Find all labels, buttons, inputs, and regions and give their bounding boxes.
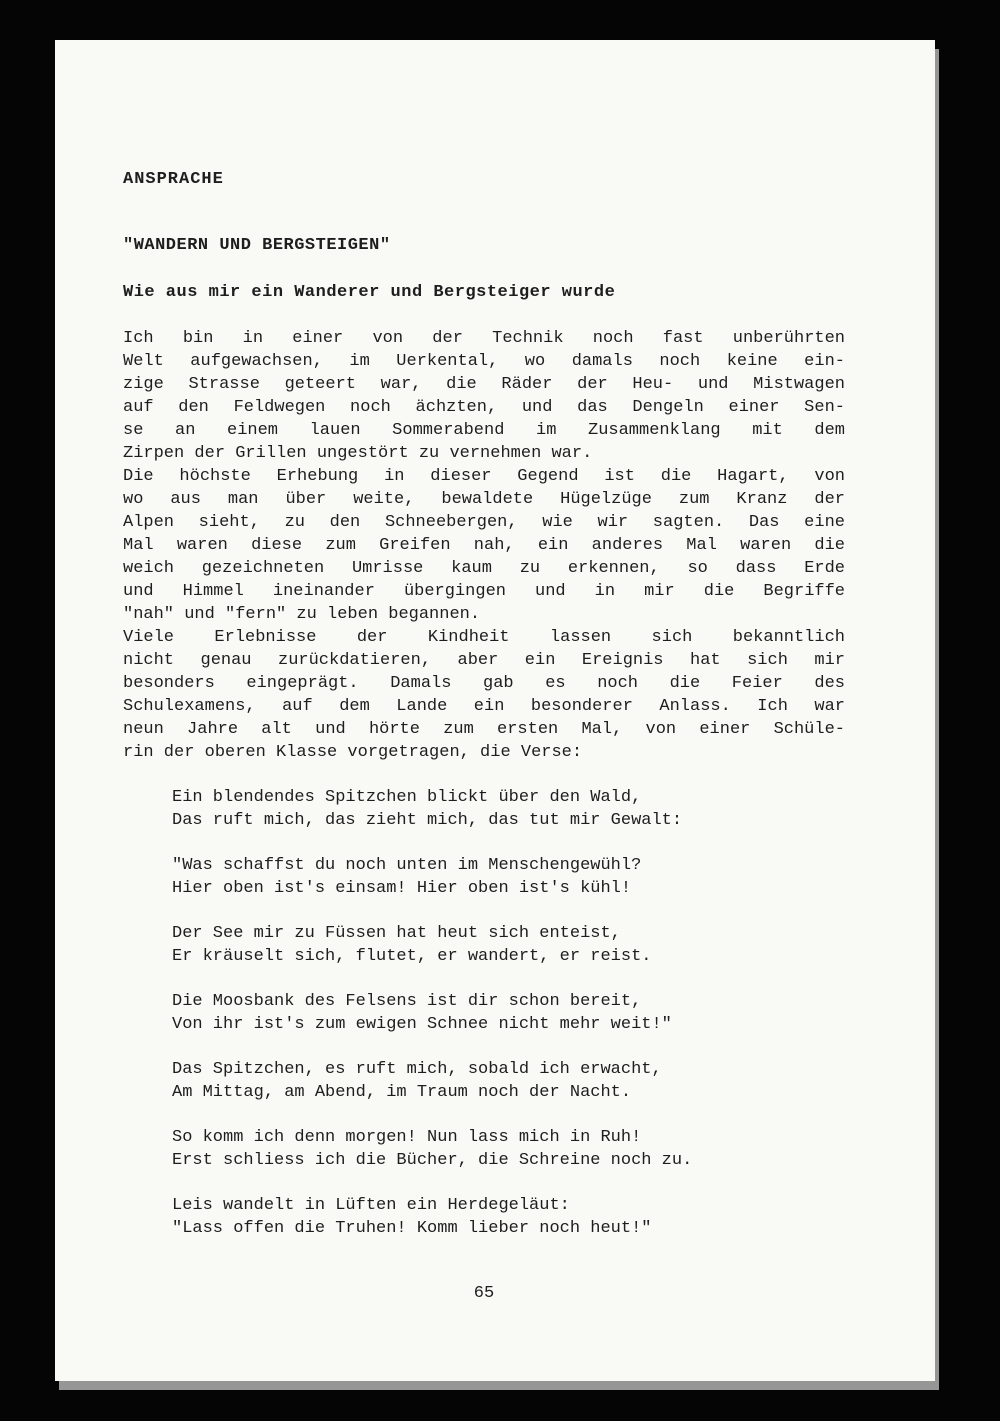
document-subtitle: Wie aus mir ein Wanderer und Bergsteiger wurde <box>123 283 616 302</box>
poem-stanza <box>172 854 845 900</box>
text-line: zige Strasse geteert war, die Räder der Heu- und Mistwagen <box>123 375 845 394</box>
text-line: Hier oben ist's einsam! Hier oben ist's kühl! <box>172 879 632 898</box>
text-line: Er kräuselt sich, flutet, er wandert, er reist. <box>172 947 652 966</box>
text-line: Ich bin in einer von der Technik noch fast unberührten <box>123 329 845 348</box>
paragraph <box>123 465 845 626</box>
text-line: Die Moosbank des Felsens ist dir schon bereit, <box>172 992 642 1011</box>
text-line: Ein blendendes Spitzchen blickt über den Wald, <box>172 788 642 807</box>
document-page <box>55 40 935 1381</box>
poem-stanza <box>172 1058 845 1104</box>
text-line: Die höchste Erhebung in dieser Gegend ist die Hagart, von <box>123 467 845 486</box>
paragraph <box>123 626 845 764</box>
text-line: weich gezeichneten Umrisse kaum zu erkennen, so dass Erde <box>123 559 845 578</box>
poem-stanza <box>172 922 845 968</box>
text-line: "Lass offen die Truhen! Komm lieber noch heut!" <box>172 1219 652 1238</box>
text-line: neun Jahre alt und hörte zum ersten Mal, von einer Schüle- <box>123 720 845 739</box>
text-line: besonders eingeprägt. Damals gab es noch die Feier des <box>123 674 845 693</box>
page-number: 65 <box>473 1284 495 1303</box>
poem-stanza <box>172 1194 845 1240</box>
text-line: rin der oberen Klasse vorgetragen, die Verse: <box>123 743 583 762</box>
text-line: Mal waren diese zum Greifen nah, ein anderes Mal waren die <box>123 536 845 555</box>
poem-stanza <box>172 1126 845 1172</box>
text-line: Der See mir zu Füssen hat heut sich enteist, <box>172 924 621 943</box>
text-line: und Himmel ineinander übergingen und in mir die Begriffe <box>123 582 845 601</box>
text-line: nicht genau zurückdatieren, aber ein Ereignis hat sich mir <box>123 651 845 670</box>
document-title: "WANDERN UND BERGSTEIGEN" <box>123 236 391 255</box>
text-line: Zirpen der Grillen ungestört zu vernehmen war. <box>123 444 593 463</box>
text-line: Das Spitzchen, es ruft mich, sobald ich erwacht, <box>172 1060 662 1079</box>
text-line: auf den Feldwegen noch ächzten, und das Dengeln einer Sen- <box>123 398 845 417</box>
text-line: Das ruft mich, das zieht mich, das tut mir Gewalt: <box>172 811 683 830</box>
paragraph <box>123 327 845 465</box>
text-line: Viele Erlebnisse der Kindheit lassen sich bekanntlich <box>123 628 845 647</box>
poem-stanza <box>172 990 845 1036</box>
text-line: wo aus man über weite, bewaldete Hügelzüge zum Kranz der <box>123 490 845 509</box>
text-line: se an einem lauen Sommerabend im Zusammenklang mit dem <box>123 421 845 440</box>
text-line: Am Mittag, am Abend, im Traum noch der Nacht. <box>172 1083 632 1102</box>
text-line: "nah" und "fern" zu leben begannen. <box>123 605 481 624</box>
text-line: Schulexamens, auf dem Lande ein besonderer Anlass. Ich war <box>123 697 845 716</box>
text-line: Erst schliess ich die Bücher, die Schreine noch zu. <box>172 1151 693 1170</box>
page-header: ANSPRACHE <box>123 170 224 189</box>
text-line: So komm ich denn morgen! Nun lass mich in Ruh! <box>172 1128 642 1147</box>
poem <box>172 786 845 1240</box>
text-line: "Was schaffst du noch unten im Menschengewühl? <box>172 856 642 875</box>
body-text <box>123 327 845 764</box>
text-line: Alpen sieht, zu den Schneebergen, wie wir sagten. Das eine <box>123 513 845 532</box>
text-line: Welt aufgewachsen, im Uerkental, wo damals noch keine ein- <box>123 352 845 371</box>
text-line: Von ihr ist's zum ewigen Schnee nicht mehr weit!" <box>172 1015 672 1034</box>
text-line: Leis wandelt in Lüften ein Herdegeläut: <box>172 1196 570 1215</box>
poem-stanza <box>172 786 845 832</box>
